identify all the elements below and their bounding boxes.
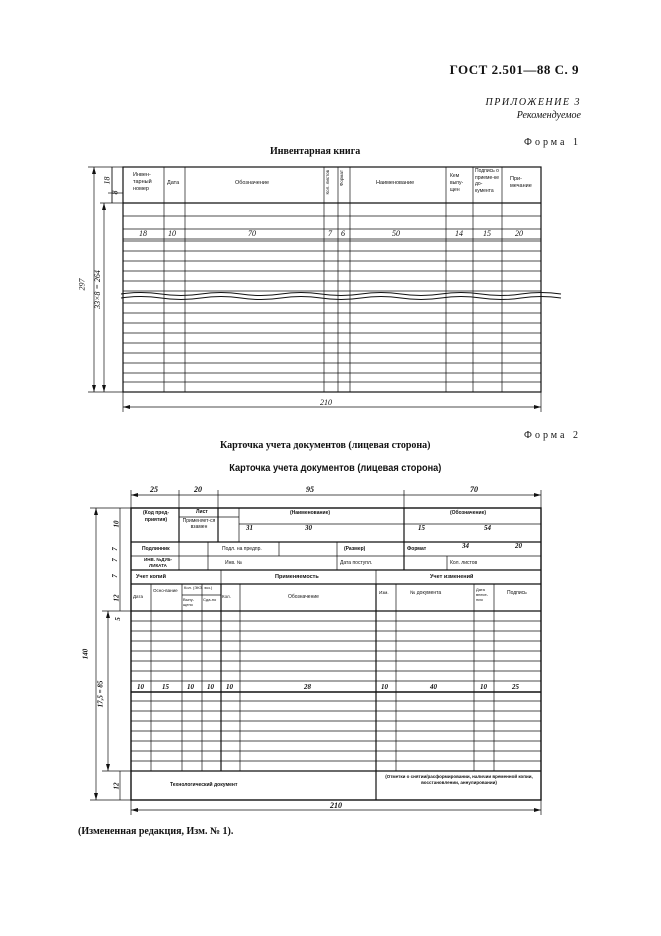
f1-col-podpis: Подпись о приеме-ке до-кумента (475, 168, 499, 194)
f2-dim-20: 20 (515, 542, 522, 550)
footer-note: (Измененная редакция, Изм. № 1). (78, 826, 234, 837)
appendix-label: ПРИЛОЖЕНИЕ 3 (485, 97, 581, 108)
page-header: ГОСТ 2.501—88 С. 9 (449, 62, 579, 77)
f2-dim-r3: 10 (207, 683, 214, 691)
f2-top-dim-95: 95 (306, 485, 314, 494)
f1-dim-7: 15 (483, 229, 491, 238)
f2-col-osnovanie: Осно-вание (153, 588, 178, 593)
form2-title: Карточка учета документов (лицевая сторона) (220, 440, 431, 451)
f2-dim-r2: 10 (187, 683, 194, 691)
f2-primenyaemost: Применяемость (275, 574, 319, 580)
f2-dim-15: 15 (418, 524, 425, 532)
form2-inner-title: Карточка учета документов (лицевая сторона) (229, 463, 442, 474)
f2-col-date-vn: Дата внесе-ния (476, 587, 489, 602)
f1-left-dim-18: 18 (102, 176, 112, 185)
f2-left-dim-7c: 7 (110, 574, 119, 578)
f1-col-prim: При-мечание (510, 176, 532, 189)
f2-inv-dubl: ИНВ. №ДУБ-ЛИКАТА (143, 557, 173, 568)
f2-col-kol-ekz: Кол. (ЭКЗ. экз.) (184, 585, 213, 590)
f1-dim-3: 7 (328, 229, 332, 238)
f2-dim-r9: 25 (512, 683, 519, 691)
f1-col-inv: Инвен-тарный номер (133, 172, 152, 192)
f2-tekh-doc: Технологический документ (170, 782, 238, 788)
f1-col-date: Дата (167, 180, 180, 186)
f2-oboz: (Обозначение) (450, 510, 487, 516)
f1-dim-5: 50 (392, 229, 400, 238)
f2-razmer: (Размер) (344, 546, 366, 552)
f1-col-format: Формат (339, 170, 344, 186)
f2-col-date: Дата (133, 594, 143, 599)
f1-col-oboz: Обозначение (235, 180, 270, 186)
form1-label: Форма 1 (524, 137, 581, 148)
f2-col-oboznachenie: Обозначение (288, 594, 319, 600)
f2-top-dim-70: 70 (470, 485, 478, 494)
f1-col-kem: Кем выпу-щен (450, 173, 464, 193)
f2-left-dim-85: 17,5 = 85 (96, 680, 105, 708)
f2-col-izm: Изм. (379, 590, 389, 595)
f2-format: Формат (407, 546, 427, 552)
f2-dim-31: 31 (246, 524, 253, 532)
f1-bottom-dim: 210 (320, 398, 332, 407)
recommended-label: Рекомендуемое (516, 110, 581, 121)
f2-left-dim-7a: 7 (110, 547, 119, 551)
f1-left-dim-264: 33×8 = 264 (92, 270, 102, 309)
f2-left-dim-140: 140 (81, 648, 90, 660)
f1-col-naim: Наименование (376, 180, 415, 186)
f2-top-dim-20: 20 (194, 485, 202, 494)
form2-label: Форма 2 (524, 430, 581, 441)
f2-dim-54: 54 (484, 524, 491, 532)
f2-col-podpis: Подпись (507, 590, 527, 596)
f2-dim-r7: 40 (430, 683, 437, 691)
f2-dim-34: 34 (462, 542, 469, 550)
f1-dim-0: 18 (139, 229, 147, 238)
f2-primenyaetsya: Применяет-ся взамен (182, 518, 216, 530)
f2-col-no-doc: № документа (410, 590, 442, 596)
f2-left-dim-12b: 12 (112, 782, 121, 790)
f2-list: Лист (196, 509, 208, 515)
f2-inv-no: Инв. № (225, 560, 243, 566)
f2-dim-r5: 28 (304, 683, 311, 691)
f1-left-dim-8: 8 (110, 190, 120, 195)
f2-left-dim-12a: 12 (112, 594, 121, 602)
f2-uchet-kopiy: Учет копий (136, 574, 166, 580)
f2-podlinnik: Подлинник (142, 546, 170, 552)
f2-left-dim-7b: 7 (110, 558, 119, 562)
f2-podl-na-predpr: Подл. на предпр. (222, 546, 262, 552)
f1-dim-6: 14 (455, 229, 463, 238)
f2-naim: (Наименование) (290, 510, 331, 516)
f2-top-dim-25: 25 (150, 485, 158, 494)
f2-dim-r8: 10 (480, 683, 487, 691)
f1-left-dim-297: 297 (77, 278, 87, 291)
f2-bottom-dim: 210 (330, 801, 342, 810)
f1-dim-8: 20 (515, 229, 523, 238)
f2-dim-r4: 10 (226, 683, 233, 691)
f1-dim-1: 10 (168, 229, 176, 238)
f2-dim-r6: 10 (381, 683, 388, 691)
f2-left-dim-5: 5 (113, 617, 122, 621)
f2-col-vypush: Выпу-щено (183, 597, 195, 607)
f1-dim-4: 6 (341, 229, 345, 238)
f2-uchet-izm: Учет изменений (430, 574, 474, 580)
f2-col-sdano: Сда-но (203, 597, 217, 602)
f2-code: (Код пред-приятия) (143, 510, 169, 523)
f2-col-kol: Кол. (222, 594, 231, 599)
f2-date-post: Дата поступл. (340, 560, 373, 566)
f2-dim-30: 30 (305, 524, 312, 532)
form2-frame (131, 508, 541, 800)
f1-col-kol: Кол. листов (325, 170, 330, 195)
form1-title: Инвентарная книга (270, 146, 361, 157)
f2-kol-listov: Кол. листов (450, 560, 478, 566)
f2-dim-r1: 15 (162, 683, 169, 691)
f2-otmetki: (Отметки о снятии/расформировании, наличии временной копии, восстановлении, аннулировании) (385, 774, 533, 785)
f1-dim-2: 70 (248, 229, 256, 238)
f2-left-dim-10: 10 (112, 520, 121, 528)
f2-dim-r0: 10 (137, 683, 144, 691)
